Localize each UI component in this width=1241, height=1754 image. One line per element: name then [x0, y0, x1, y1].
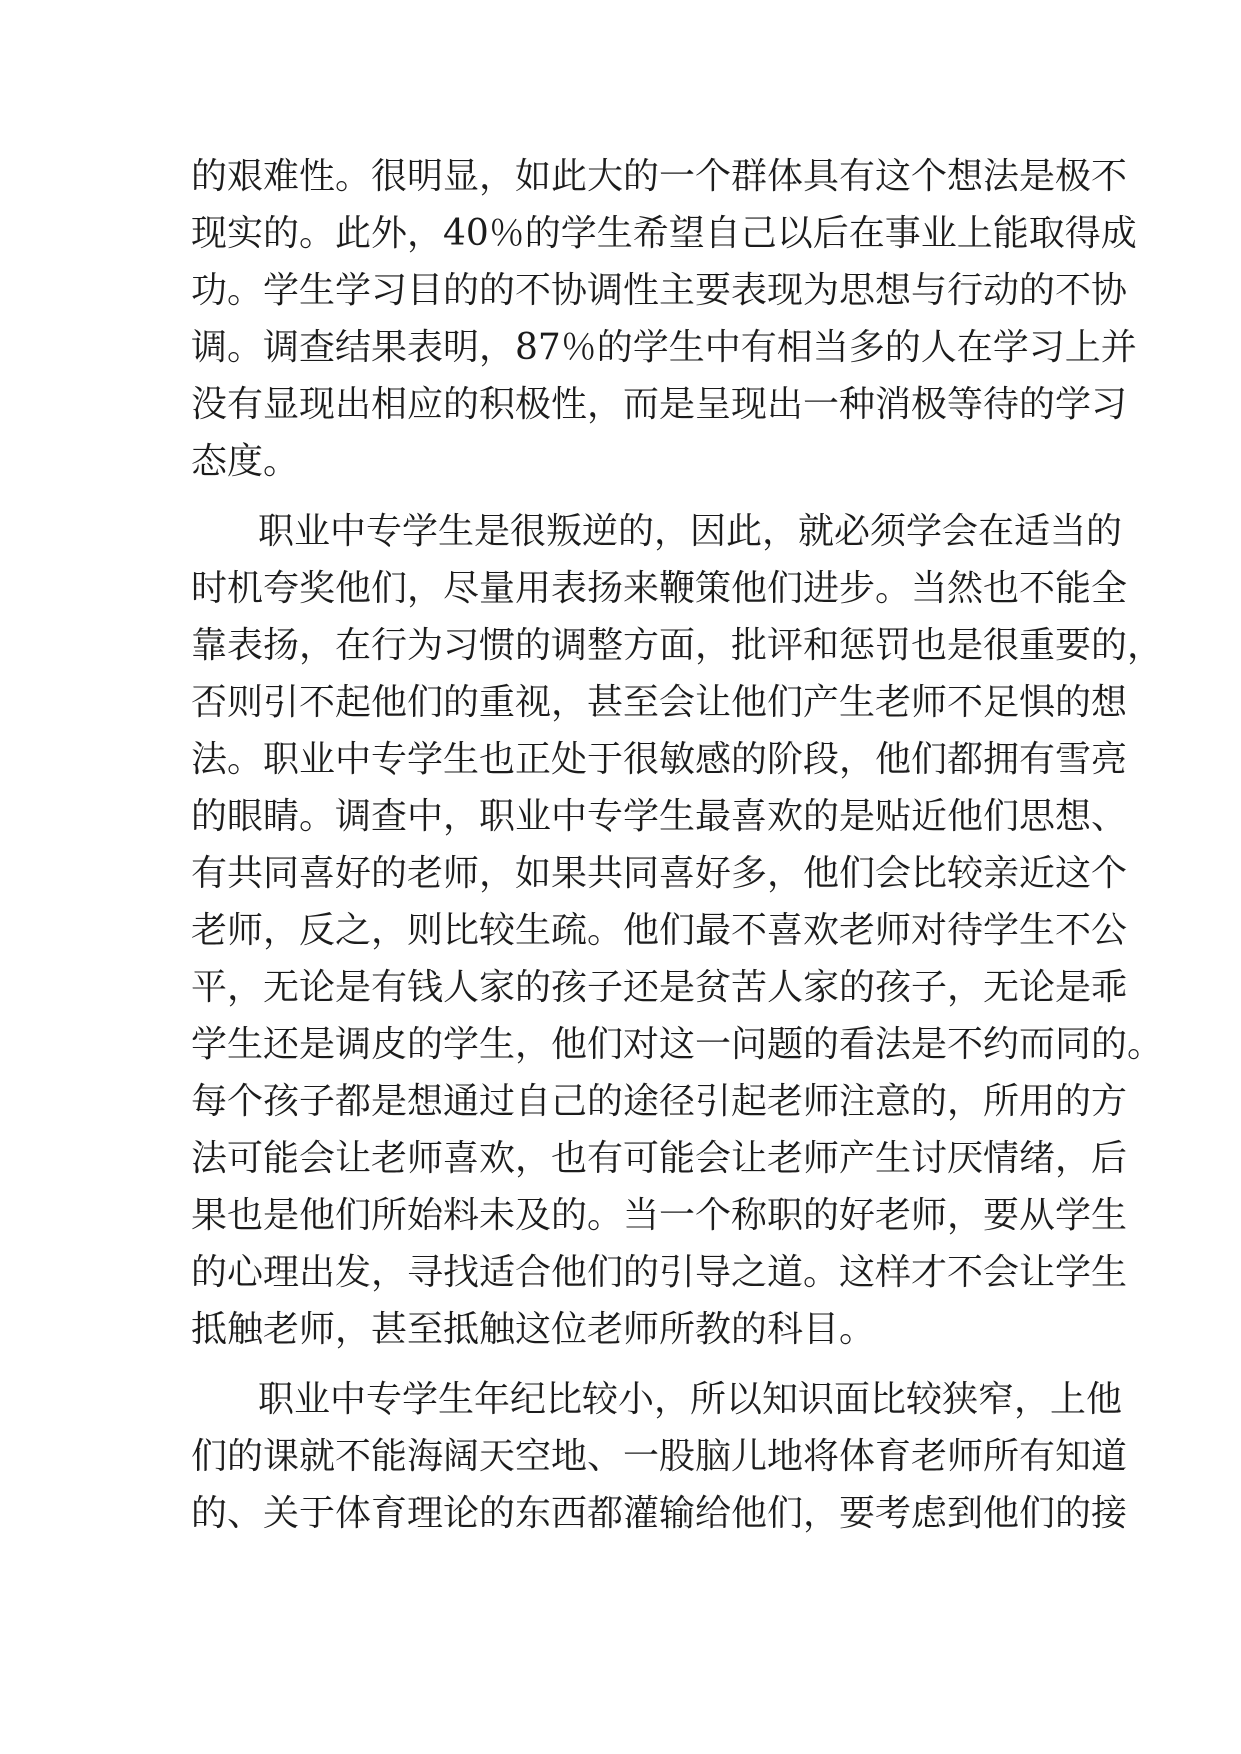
paragraph-first-line: 职业中专学生年纪比较小，所以知识面比较狭窄，上他	[258, 1379, 1123, 1420]
text-line: 老师，反之，则比较生疏。他们最不喜欢老师对待学生不公	[191, 910, 1128, 951]
text-line: 有共同喜好的老师，如果共同喜好多，他们会比较亲近这个	[191, 853, 1128, 894]
text-line: 果也是他们所始料未及的。当一个称职的好老师，要从学生	[191, 1195, 1128, 1236]
text-line: 的心理出发，寻找适合他们的引导之道。这样才不会让学生	[191, 1252, 1128, 1293]
text-line: 调。调查结果表明，87％的学生中有相当多的人在学习上并	[191, 327, 1137, 368]
text-line: 的眼睛。调查中，职业中专学生最喜欢的是贴近他们思想、	[191, 796, 1128, 837]
text-line: 学生还是调皮的学生，他们对这一问题的看法是不约而同的。	[191, 1024, 1164, 1065]
text-line: 的、关于体育理论的东西都灌输给他们，要考虑到他们的接	[191, 1493, 1128, 1534]
text-line: 靠表扬，在行为习惯的调整方面，批评和惩罚也是很重要的，	[191, 625, 1164, 666]
text-line: 们的课就不能海阔天空地、一股脑儿地将体育老师所有知道	[191, 1436, 1128, 1477]
text-line: 现实的。此外，40％的学生希望自己以后在事业上能取得成	[191, 213, 1137, 254]
text-line: 平，无论是有钱人家的孩子还是贫苦人家的孩子，无论是乖	[191, 967, 1128, 1008]
text-line: 每个孩子都是想通过自己的途径引起老师注意的，所用的方	[191, 1081, 1128, 1122]
text-line: 态度。	[191, 441, 300, 482]
text-line: 法。职业中专学生也正处于很敏感的阶段，他们都拥有雪亮	[191, 739, 1128, 780]
text-line: 否则引不起他们的重视，甚至会让他们产生老师不足惧的想	[191, 682, 1128, 723]
text-line: 的艰难性。很明显，如此大的一个群体具有这个想法是极不	[191, 156, 1128, 197]
text-line: 功。学生学习目的的不协调性主要表现为思想与行动的不协	[191, 270, 1128, 311]
text-line: 法可能会让老师喜欢，也有可能会让老师产生讨厌情绪，后	[191, 1138, 1128, 1179]
text-line: 抵触老师，甚至抵触这位老师所教的科目。	[191, 1309, 876, 1350]
text-line: 没有显现出相应的积极性，而是呈现出一种消极等待的学习	[191, 384, 1128, 425]
text-line: 时机夸奖他们，尽量用表扬来鞭策他们进步。当然也不能全	[191, 568, 1128, 609]
paragraph-first-line: 职业中专学生是很叛逆的，因此，就必须学会在适当的	[258, 511, 1123, 552]
